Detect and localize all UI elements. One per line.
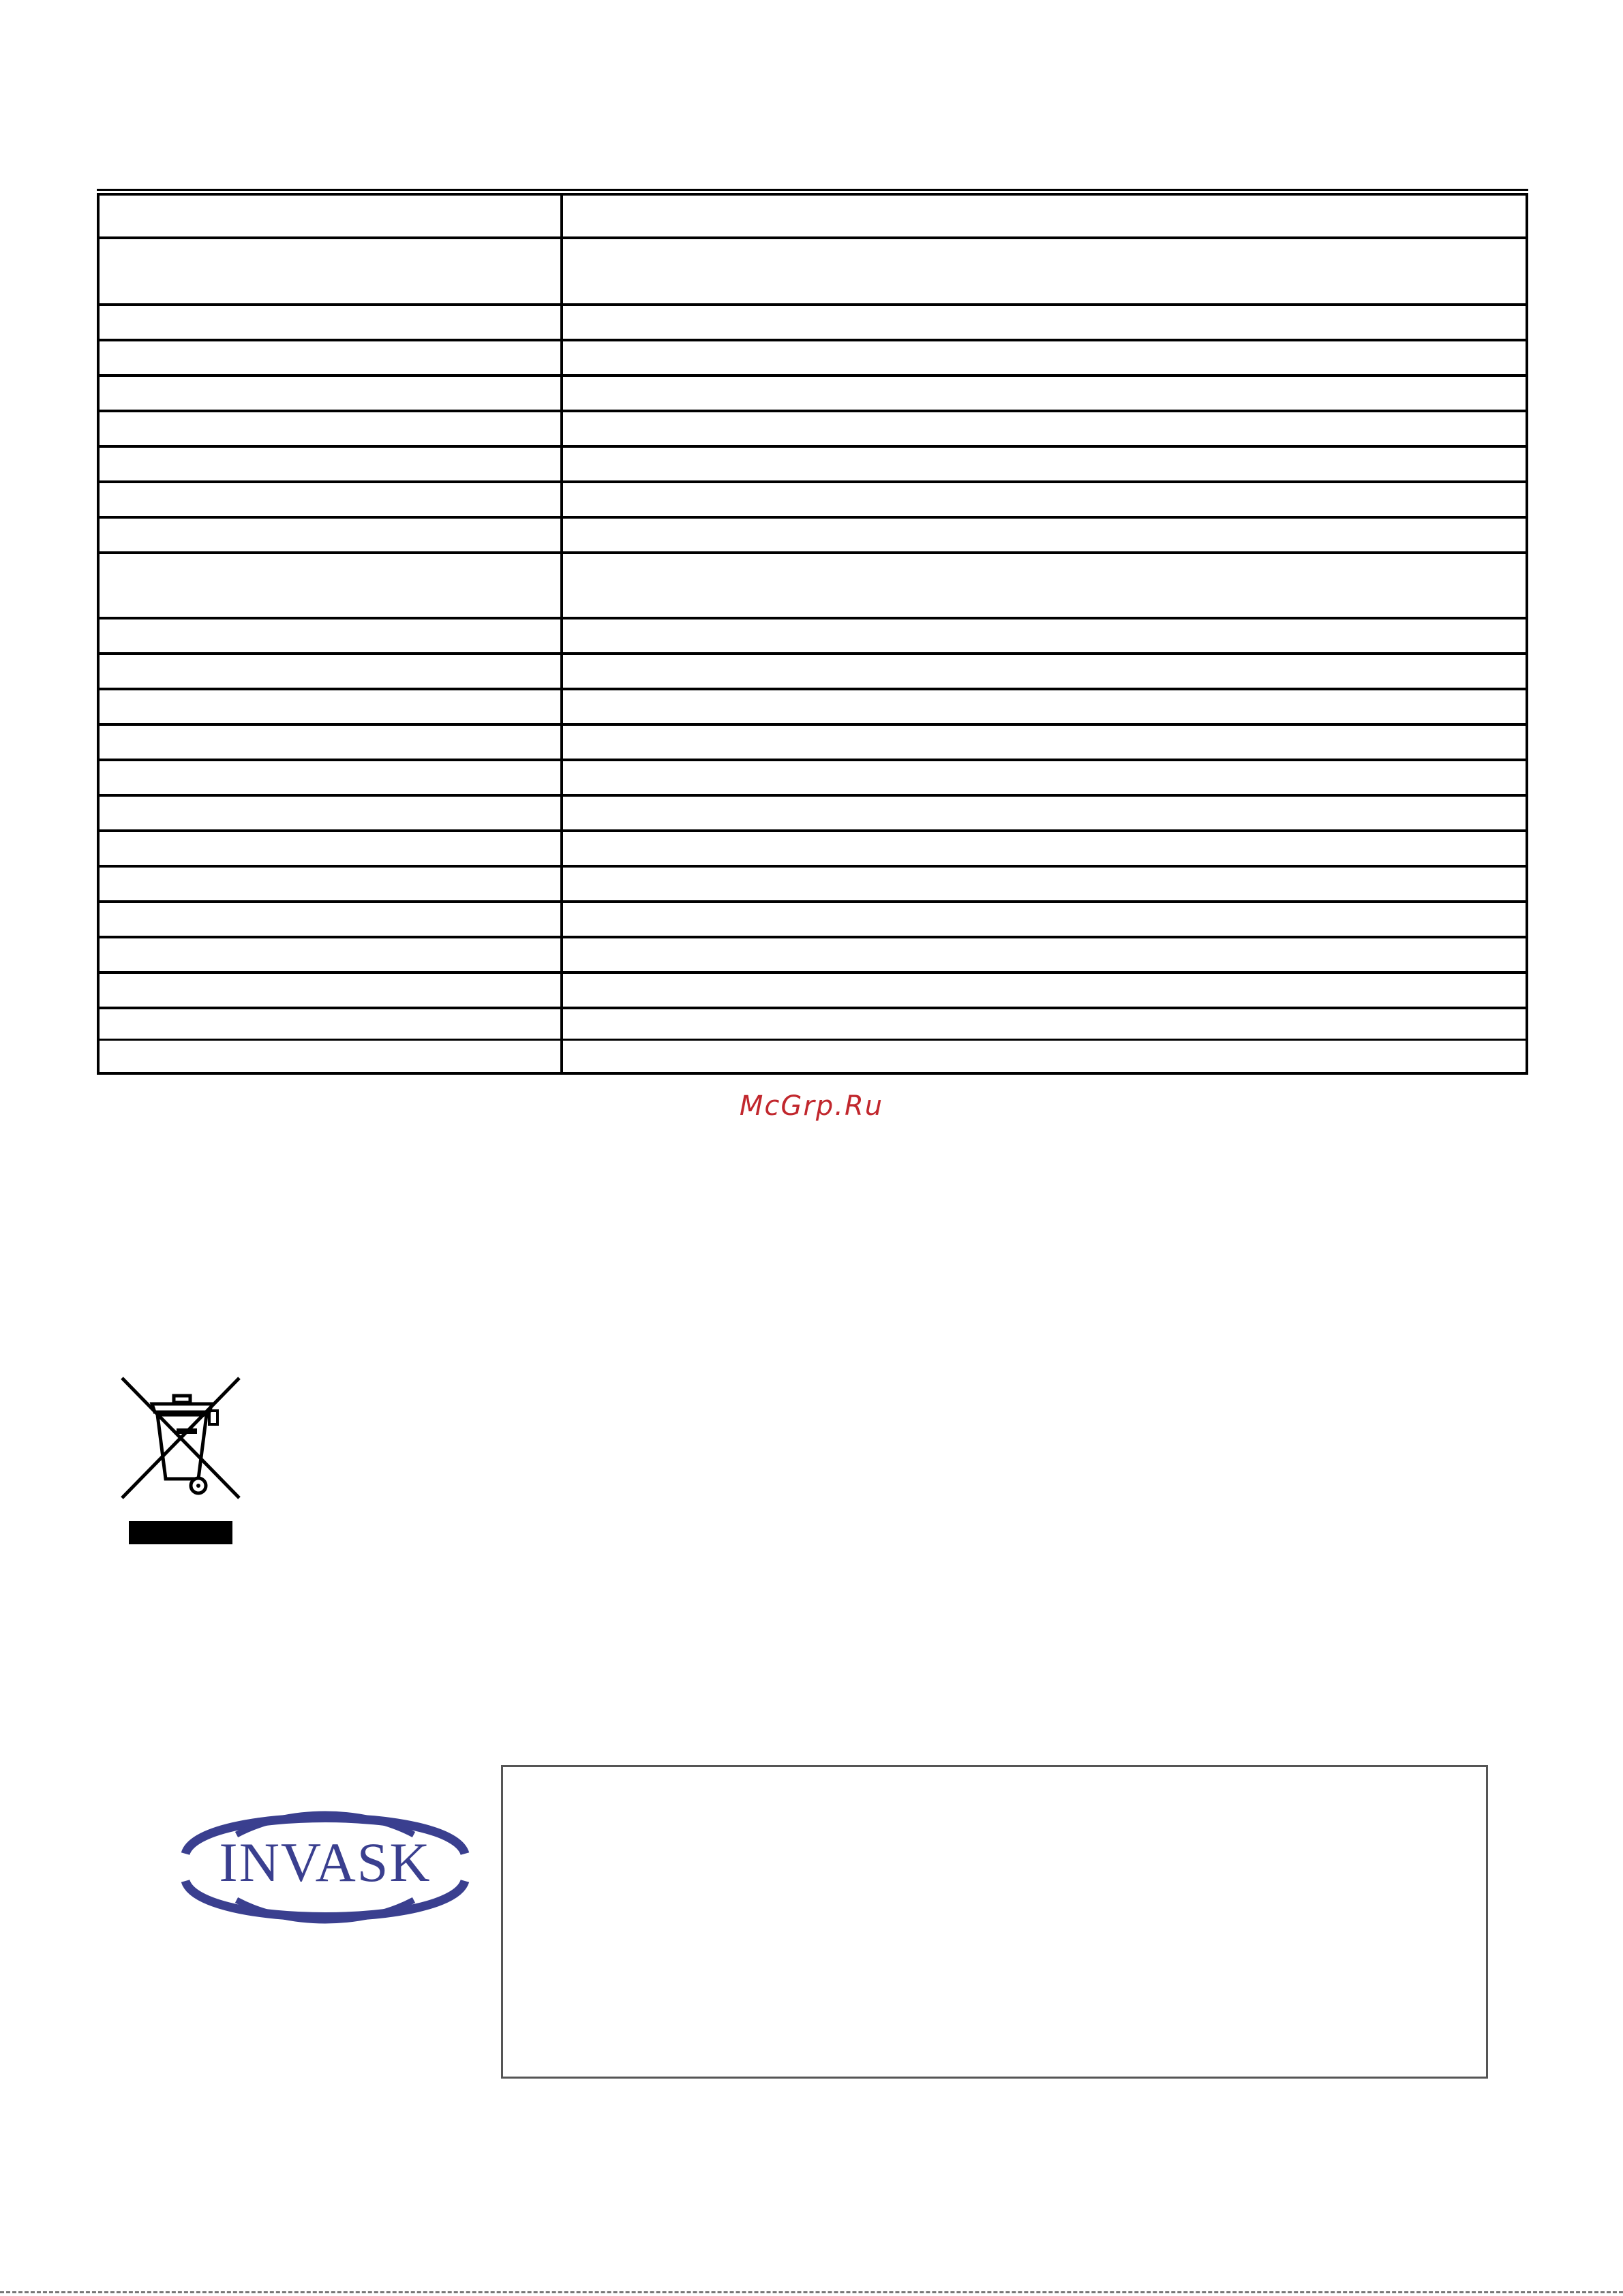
value-cell [562, 654, 1527, 689]
param-cell [98, 760, 562, 795]
table-row [98, 831, 1527, 866]
param-cell [98, 446, 562, 482]
table-row [98, 446, 1527, 482]
param-cell [98, 902, 562, 937]
contact-info-box [501, 1765, 1488, 2079]
param-cell [98, 689, 562, 724]
table-row [98, 866, 1527, 902]
table-row [98, 553, 1527, 618]
table-row [98, 376, 1527, 411]
value-cell [562, 340, 1527, 376]
table-row [98, 411, 1527, 446]
watermark-text: McGrp.Ru [739, 1090, 884, 1122]
value-cell [562, 618, 1527, 654]
value-cell [562, 902, 1527, 937]
param-cell [98, 238, 562, 305]
value-cell [562, 517, 1527, 553]
value-cell [562, 831, 1527, 866]
specifications-table-frame [97, 193, 1528, 1037]
table-row [98, 482, 1527, 517]
table-row [98, 795, 1527, 831]
table-row [98, 973, 1527, 1008]
invask-logo [172, 1786, 479, 1949]
value-cell [562, 446, 1527, 482]
param-cell [98, 654, 562, 689]
value-cell [562, 376, 1527, 411]
param-cell [98, 866, 562, 902]
table-row [98, 340, 1527, 376]
table-row [98, 305, 1527, 340]
param-cell [98, 618, 562, 654]
value-cell [562, 1008, 1527, 1073]
specifications-table [97, 193, 1528, 1075]
param-cell [98, 973, 562, 1008]
param-cell [98, 194, 562, 238]
value-cell [562, 553, 1527, 618]
crossed-out-wheelie-bin-icon [119, 1377, 242, 1548]
value-cell [562, 724, 1527, 760]
param-cell [98, 553, 562, 618]
param-cell [98, 340, 562, 376]
param-cell [98, 724, 562, 760]
table-row [98, 902, 1527, 937]
value-cell [562, 937, 1527, 973]
value-cell [562, 795, 1527, 831]
table-row [98, 1008, 1527, 1073]
param-cell [98, 831, 562, 866]
value-cell [562, 305, 1527, 340]
value-cell [562, 482, 1527, 517]
table-row [98, 194, 1527, 238]
table-row [98, 654, 1527, 689]
table-row [98, 724, 1527, 760]
value-cell [562, 760, 1527, 795]
value-cell [562, 689, 1527, 724]
value-cell [562, 866, 1527, 902]
table-row [98, 937, 1527, 973]
value-cell [562, 973, 1527, 1008]
param-cell [98, 517, 562, 553]
table-row [98, 238, 1527, 305]
logo-text: INVASK [219, 1831, 431, 1893]
param-cell [98, 937, 562, 973]
param-cell [98, 305, 562, 340]
param-cell [98, 795, 562, 831]
param-cell [98, 1008, 562, 1073]
param-cell [98, 482, 562, 517]
param-cell [98, 411, 562, 446]
value-cell [562, 411, 1527, 446]
table-row [98, 618, 1527, 654]
table-row [98, 517, 1527, 553]
table-row [98, 760, 1527, 795]
table-row [98, 689, 1527, 724]
value-cell [562, 238, 1527, 305]
page-edge-divider [0, 2291, 1623, 2293]
value-cell [562, 194, 1527, 238]
param-cell [98, 376, 562, 411]
